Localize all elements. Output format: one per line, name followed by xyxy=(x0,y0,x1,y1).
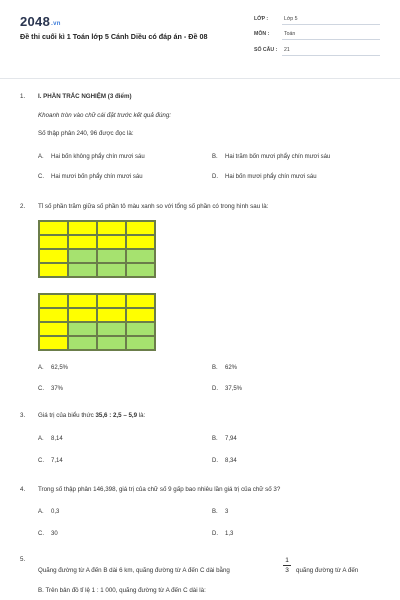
figure-grid-2 xyxy=(38,293,156,351)
question-5-text-start: Quãng đường từ A đến B dài 6 km, quãng đường từ A đến C dài bằng xyxy=(38,567,230,574)
question-1-option-d[interactable]: D. Hai bốn mươi phẩy chín mươi sáu xyxy=(212,174,317,180)
question-5-text-line2: B. Trên bản đồ tỉ lệ 1 : 1 000, quãng đường từ A đến C dài là: xyxy=(38,587,206,594)
question-3-option-a[interactable]: A. 8,14 xyxy=(38,436,63,442)
question-2-option-d[interactable]: D. 37,5% xyxy=(212,386,243,392)
question-1-option-c[interactable]: C. Hai mươi bốn phẩy chín mươi sáu xyxy=(38,174,143,180)
question-1-number: 1. xyxy=(20,93,26,100)
question-4-number: 4. xyxy=(20,486,26,493)
site-logo[interactable]: 2048.vn xyxy=(20,14,61,29)
question-1-option-a[interactable]: A. Hai bốn không phẩy chín mươi sáu xyxy=(38,154,145,160)
question-1-text: Số thập phân 240, 96 được đọc là: xyxy=(38,130,134,137)
question-3-text: Giá trị của biểu thức 35,6 : 2,5 – 5,9 là: xyxy=(38,412,146,419)
question-3-option-c[interactable]: C. 7,14 xyxy=(38,458,63,464)
figure-grid-1 xyxy=(38,220,156,278)
header-divider xyxy=(0,78,400,79)
question-4-option-c[interactable]: C. 30 xyxy=(38,531,58,537)
question-4-option-d[interactable]: D. 1,3 xyxy=(212,531,234,537)
question-4-text: Trong số thập phân 146,398, giá trị của chữ số 9 gấp bao nhiêu lần giá trị của chữ số 3? xyxy=(38,486,281,493)
question-3-number: 3. xyxy=(20,412,26,419)
question-1-option-b[interactable]: B. Hai trăm bốn mươi phẩy chín mươi sáu xyxy=(212,154,331,160)
document-title: Đề thi cuối kì 1 Toán lớp 5 Cánh Diều có đáp án - Đề 08 xyxy=(20,32,208,41)
question-5-number: 5. xyxy=(20,556,26,563)
question-4-option-b[interactable]: B. 3 xyxy=(212,509,229,515)
fraction-one-third: 1 3 xyxy=(285,557,289,574)
page-header: 2048.vn Đề thi cuối kì 1 Toán lớp 5 Cánh Diều có đáp án - Đề 08 LỚP : Lớp 5 MÔN : Toán SỐ CÂU : 21 xyxy=(0,0,400,72)
question-3-option-d[interactable]: D. 8,34 xyxy=(212,458,237,464)
question-4-option-a[interactable]: A. 0,3 xyxy=(38,509,60,515)
question-5-text-end: quãng đường từ A đến xyxy=(296,567,359,574)
instruction-text: Khoanh tròn vào chữ cái đặt trước kết quả đúng: xyxy=(38,112,172,119)
question-2-option-a[interactable]: A. 62,5% xyxy=(38,365,69,371)
section-title: I. PHẦN TRẮC NGHIỆM (3 điểm) xyxy=(38,93,132,100)
question-3-option-b[interactable]: B. 7,94 xyxy=(212,436,237,442)
question-2-text: Tỉ số phần trăm giữa số phần tô màu xanh so với tổng số phần có trong hình sau là: xyxy=(38,203,269,210)
question-2-option-c[interactable]: C. 37% xyxy=(38,386,64,392)
question-2-number: 2. xyxy=(20,203,26,210)
question-2-option-b[interactable]: B. 62% xyxy=(212,365,238,371)
